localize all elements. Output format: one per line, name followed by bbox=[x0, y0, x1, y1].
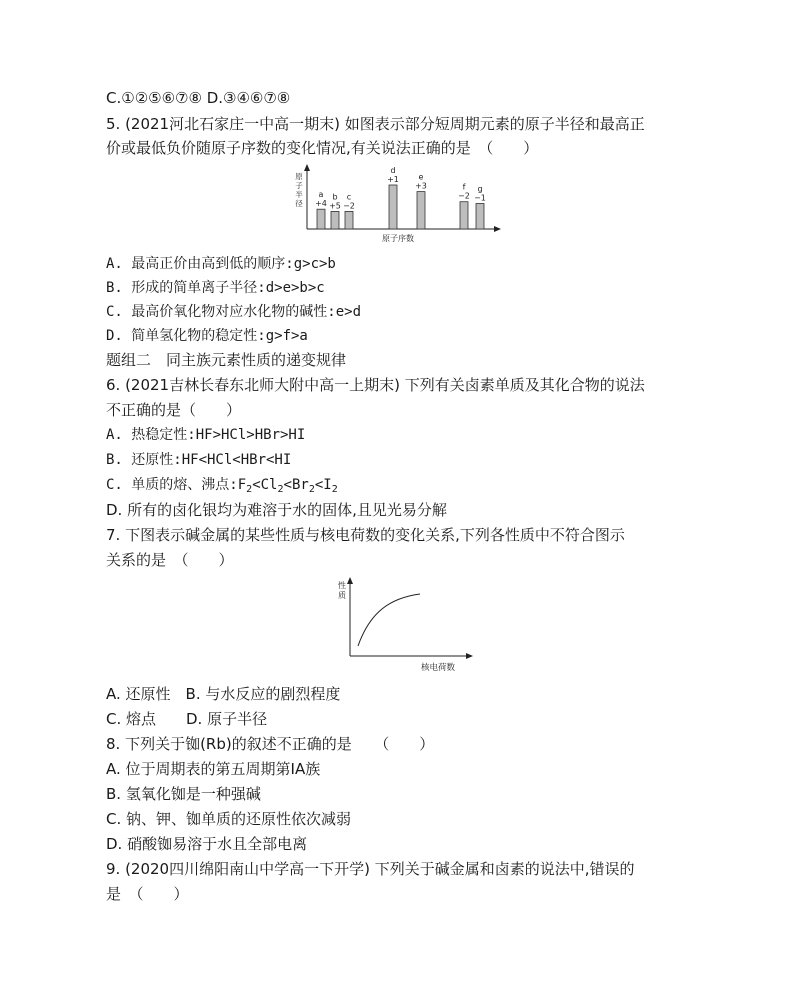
q5-xlabel: 原子序数 bbox=[382, 234, 414, 243]
q7-options-line1: A. 还原性 B. 与水反应的剧烈程度 bbox=[106, 685, 341, 703]
q5-valence-e: +3 bbox=[415, 181, 427, 191]
q5-valence-b: +5 bbox=[329, 201, 341, 211]
q5-option-d: D. 简单氢化物的稳定性:g>f>a bbox=[106, 328, 308, 344]
q5-label-e: e bbox=[418, 172, 424, 182]
q5-bar-d bbox=[389, 185, 397, 229]
q5-chart bbox=[290, 163, 510, 245]
q9-stem-line1: 9. (2020四川绵阳南山中学高一下开学) 下列关于碱金属和卤素的说法中,错误的 bbox=[106, 860, 635, 878]
q7-stem-line2: 关系的是 （ ） bbox=[106, 551, 234, 569]
q5-option-c: C. 最高价氧化物对应水化物的碱性:e>d bbox=[106, 304, 362, 320]
q5-label-d: d bbox=[390, 166, 396, 175]
q5-valence-c: −2 bbox=[343, 201, 355, 211]
q6-option-c: C. 单质的熔、沸点$:F_2<Cl_2<Br_2<I_2$ bbox=[106, 477, 338, 495]
q4-tail: C.①②⑤⑥⑦⑧ D.③④⑥⑦⑧ bbox=[106, 89, 291, 107]
q5-bar-b bbox=[331, 211, 339, 229]
q5-label-f: f bbox=[462, 182, 466, 192]
q6-option-d: D. 所有的卤化银均为难溶于水的固体,且见光易分解 bbox=[106, 501, 447, 519]
q7-ylabel: 性质 bbox=[338, 581, 346, 600]
q5-bar-f bbox=[460, 202, 468, 229]
q5-valence-d: +1 bbox=[387, 175, 399, 184]
q5-stem-line2: 价或最低负价随原子序数的变化情况,有关说法正确的是 （ ） bbox=[106, 139, 539, 157]
q8-stem: 8. 下列关于铷(Rb)的叙述不正确的是 （ ） bbox=[106, 735, 435, 753]
q8-option-a: A. 位于周期表的第五周期第ⅠA族 bbox=[106, 760, 321, 778]
q5-label-c: c bbox=[346, 192, 352, 202]
q5-bar-c bbox=[345, 211, 353, 229]
q5-option-a: A. 最高正价由高到低的顺序:g>c>b bbox=[106, 256, 336, 272]
q5-option-b: B. 形成的简单离子半径:d>e>b>c bbox=[106, 280, 325, 296]
q7-chart bbox=[320, 576, 480, 674]
q8-option-d: D. 硝酸铷易溶于水且全部电离 bbox=[106, 835, 308, 853]
q5-valence-f: −2 bbox=[458, 191, 470, 201]
q5-bars bbox=[315, 166, 486, 229]
q5-label-a: a bbox=[318, 190, 324, 200]
q6-stem-line1: 6. (2021吉林长春东北师大附中高一上期末) 下列有关卤素单质及其化合物的说法 bbox=[106, 376, 645, 394]
q7-xlabel: 核电荷数 bbox=[420, 663, 456, 673]
q5-bar-g bbox=[476, 203, 484, 229]
q5-valence-g: −1 bbox=[474, 193, 486, 203]
q5-bar-e bbox=[417, 192, 425, 229]
q6-stem-line2: 不正确的是（ ） bbox=[106, 401, 242, 419]
group2-title: 题组二 同主族元素性质的递变规律 bbox=[106, 351, 347, 369]
q5-stem-line1: 5. (2021河北石家庄一中高一期末) 如图表示部分短周期元素的原子半径和最高正 bbox=[106, 115, 645, 133]
q5-bar-a bbox=[317, 209, 325, 229]
q7-curve bbox=[358, 594, 420, 646]
q7-stem-line1: 7. 下图表示碱金属的某些性质与核电荷数的变化关系,下列各性质中不符合图示 bbox=[106, 526, 625, 544]
q5-label-b: b bbox=[332, 192, 338, 202]
q5-ylabel: 原子半径 bbox=[295, 172, 303, 208]
q7-options-line2: C. 熔点 D. 原子半径 bbox=[106, 710, 268, 728]
q6-option-b: B. 还原性:HF<HCl<HBr<HI bbox=[106, 452, 292, 468]
q8-option-c: C. 钠、钾、铷单质的还原性依次减弱 bbox=[106, 810, 352, 828]
q9-stem-line2: 是 （ ） bbox=[106, 885, 189, 903]
q8-option-b: B. 氢氧化铷是一种强碱 bbox=[106, 785, 261, 803]
q5-valence-a: +4 bbox=[315, 199, 327, 209]
q6-option-a: A. 热稳定性:HF>HCl>HBr>HI bbox=[106, 427, 306, 443]
q5-label-g: g bbox=[477, 184, 483, 194]
